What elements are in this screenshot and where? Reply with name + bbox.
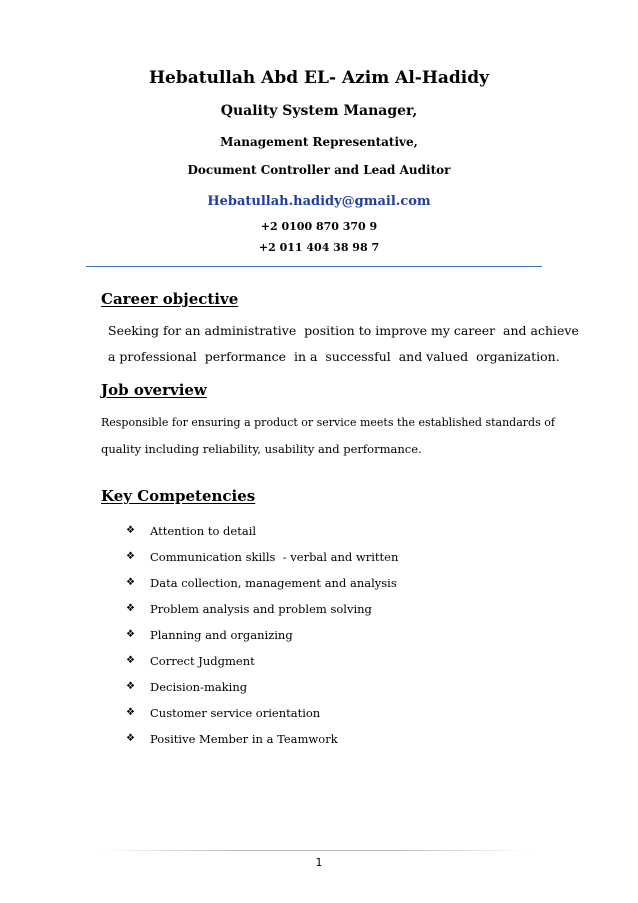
diamond-bullet-icon: ❖ xyxy=(126,603,135,614)
diamond-bullet-icon: ❖ xyxy=(126,551,135,562)
diamond-bullet-icon: ❖ xyxy=(126,525,135,536)
diamond-bullet-icon: ❖ xyxy=(126,655,135,666)
career-objective-heading: Career objective xyxy=(101,290,239,308)
diamond-bullet-icon: ❖ xyxy=(126,577,135,588)
job-overview-line-1: Responsible for ensuring a product or service meets the established standards of xyxy=(101,416,555,429)
list-item: ❖ Attention to detail xyxy=(126,518,398,544)
key-competencies-heading: Key Competencies xyxy=(101,487,256,505)
job-title-line-3: Document Controller and Lead Auditor xyxy=(187,163,451,177)
competencies-list xyxy=(126,518,398,752)
list-item: ❖ Decision-making xyxy=(126,674,398,700)
list-item: ❖ Communication skills - verbal and written xyxy=(126,544,398,570)
job-title-line-2: Management Representative, xyxy=(220,135,418,149)
phone-number-1: +2 0100 870 370 9 xyxy=(260,220,378,233)
list-item: ❖ Data collection, management and analysis xyxy=(126,570,398,596)
career-objective-line-1: Seeking for an administrative position to improve my career and achieve xyxy=(108,323,579,338)
list-item: ❖ Positive Member in a Teamwork xyxy=(126,726,398,752)
list-item: ❖ Problem analysis and problem solving xyxy=(126,596,398,622)
list-item: ❖ Planning and organizing xyxy=(126,622,398,648)
header-divider xyxy=(86,266,542,267)
footer-divider xyxy=(100,850,530,851)
diamond-bullet-icon: ❖ xyxy=(126,707,135,718)
email-link[interactable]: Hebatullah.hadidy@gmail.com xyxy=(207,194,431,209)
job-overview-text xyxy=(101,410,555,462)
diamond-bullet-icon: ❖ xyxy=(126,629,135,640)
job-overview-line-2: quality including reliability, usability and performance. xyxy=(101,442,422,456)
phone-number-2: +2 011 404 38 98 7 xyxy=(258,241,380,254)
list-item: ❖ Customer service orientation xyxy=(126,700,398,726)
career-objective-line-2: a professional performance in a successful and valued organization. xyxy=(108,349,560,364)
candidate-name: Hebatullah Abd EL- Azim Al-Hadidy xyxy=(148,68,490,88)
list-item: ❖ Correct Judgment xyxy=(126,648,398,674)
job-overview-heading: Job overview xyxy=(101,381,207,399)
job-title-line-1: Quality System Manager, xyxy=(220,103,418,119)
career-objective-text xyxy=(108,318,579,370)
page-number: 1 xyxy=(315,856,323,869)
diamond-bullet-icon: ❖ xyxy=(126,733,135,744)
diamond-bullet-icon: ❖ xyxy=(126,681,135,692)
